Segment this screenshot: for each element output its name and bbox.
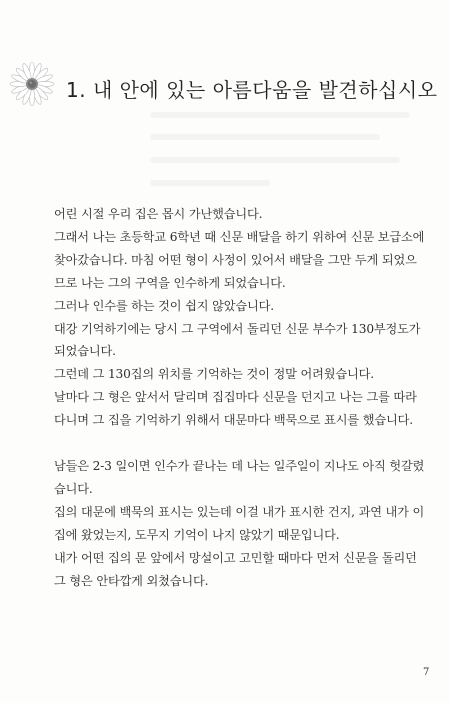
paragraph <box>54 203 425 432</box>
text-line: 그런데 그 130집의 위치를 기억하는 것이 정말 어려웠습니다. <box>54 367 374 382</box>
body-text <box>54 203 425 616</box>
text-line: 대강 기억하기에는 당시 그 구역에서 돌리던 신문 부수가 130부정도가 <box>54 321 421 336</box>
bleed-through-mark <box>150 157 400 163</box>
bleed-through-mark <box>150 180 270 186</box>
text-line: 습니다. <box>54 481 93 496</box>
text-line: 집의 대문에 백묵의 표시는 있는데 이걸 내가 표시한 건지, 과연 내가 이 <box>54 504 425 519</box>
page-number: 7 <box>423 667 430 678</box>
text-line: 그러나 인수를 하는 것이 쉽지 않았습니다. <box>54 298 274 313</box>
text-line: 므로 나는 그의 구역을 인수하게 되었습니다. <box>54 275 286 290</box>
text-line: 다니며 그 집을 기억하기 위해서 대문마다 백묵으로 표시를 했습니다. <box>54 413 413 428</box>
daisy-flower-icon <box>4 62 60 106</box>
bleed-through-mark <box>150 112 410 118</box>
text-line: 찾아갔습니다. 마침 어떤 형이 사정이 있어서 배달을 그만 두게 되었으 <box>54 252 417 267</box>
text-line: 내가 어떤 집의 문 앞에서 망설이고 고민할 때마다 먼저 신문을 돌리던 <box>54 550 417 565</box>
text-line: 집에 왔었는지, 도무지 기억이 나지 않았기 때문입니다. <box>54 527 340 542</box>
paragraph <box>54 455 425 592</box>
text-line: 남들은 2-3 일이면 인수가 끝나는 데 나는 일주일이 지나도 아직 헛갈렸 <box>54 459 425 474</box>
text-line: 되었습니다. <box>54 344 116 359</box>
text-line: 그 형은 안타깝게 외쳤습니다. <box>54 573 209 588</box>
text-line: 날마다 그 형은 앞서서 달리며 집집마다 신문을 던지고 나는 그를 따라 <box>54 390 417 405</box>
bleed-through-mark <box>150 134 380 140</box>
text-line: 그래서 나는 초등학교 6학년 때 신문 배달을 하기 위하여 신문 보급소에 <box>54 229 425 244</box>
chapter-title: 1. 내 안에 있는 아름다움을 발견하십시오 <box>66 78 438 102</box>
text-line: 어린 시절 우리 집은 몹시 가난했습니다. <box>54 207 263 221</box>
